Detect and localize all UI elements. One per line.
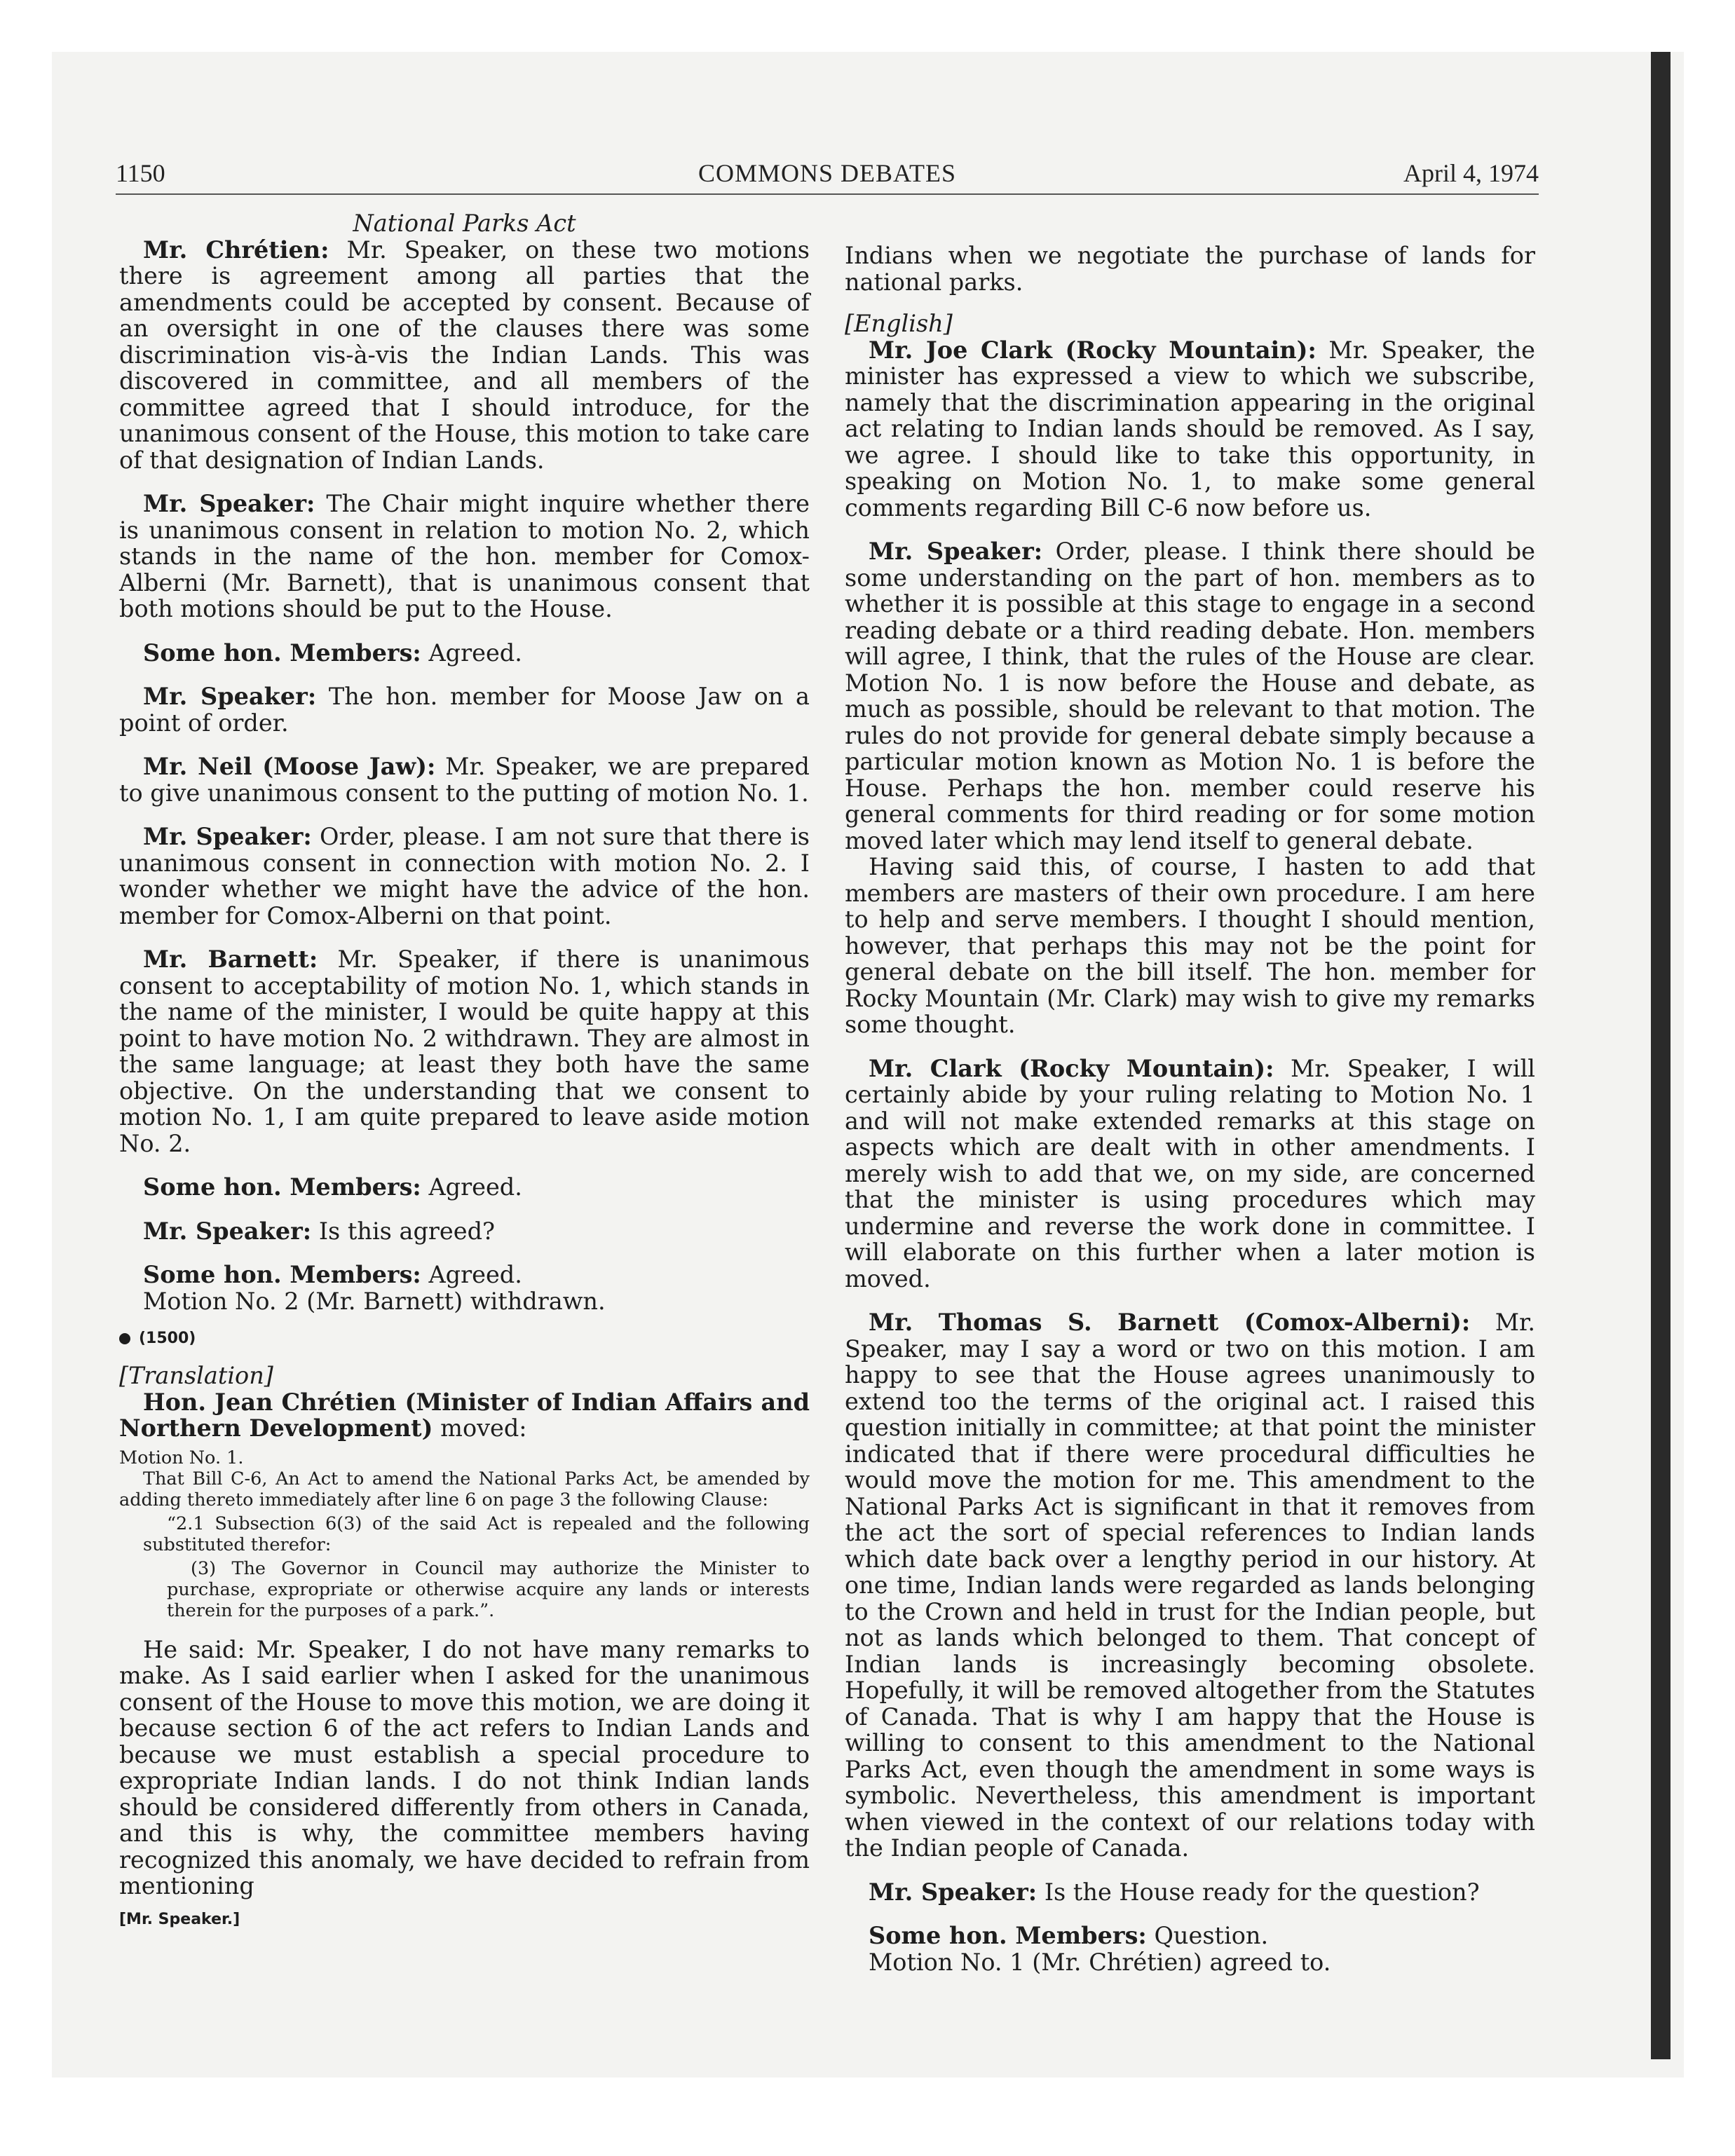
speech-text: Is this agreed?	[318, 1217, 495, 1245]
speaker-name: Some hon. Members:	[143, 639, 421, 667]
speech-text: Agreed.	[428, 639, 522, 667]
section-title: National Parks Act	[353, 210, 576, 237]
paragraph	[119, 753, 810, 806]
speaker-name: Mr. Speaker:	[143, 683, 317, 710]
paragraph	[119, 640, 810, 667]
speaker-name: Mr. Neil (Moose Jaw):	[143, 753, 436, 780]
publication-title: COMMONS DEBATES	[698, 159, 957, 187]
speech-text: Is the House ready for the question?	[1044, 1878, 1480, 1906]
paragraph	[845, 337, 1535, 521]
right-column	[845, 243, 1535, 1975]
speaker-name: Mr. Chrétien:	[143, 236, 329, 264]
speaker-name: Some hon. Members:	[869, 1922, 1147, 1949]
speech-text: Order, please. I think there should be some understanding on the part of hon. members as to whether it is possible at this stage to engage in a second reading debate or a third reading debate. Hon. members will agree, I think, that the rules of the House are clear. Motion No. 1 is now before the House and debate, as much as possible, should be relevant to that motion. The rules do not provide for general debate simply because a particular motion known as Motion No. 1 is before the House. Perhaps the hon. member could reserve his general comments for third reading or for some motion moved later which may lend itself to general debate.	[845, 538, 1535, 854]
motion-number: Motion No. 1.	[119, 1447, 244, 1468]
speech-text: Mr. Speaker, the minister has expressed a view to which we subscribe, namely that the discrimination appearing in the original act relating to Indian lands should be removed. As I say, we agree. I should like to take this opportunity, in speaking on Motion No. 1, to make some general comments regarding Bill C-6 now before us.	[845, 336, 1535, 521]
speech-text: Question.	[1154, 1922, 1269, 1949]
paragraph: Motion No. 2 (Mr. Barnett) withdrawn.	[143, 1287, 606, 1315]
paragraph	[119, 946, 810, 1157]
paragraph	[845, 1879, 1535, 1906]
speech-text: The Chair might inquire whether there is unanimous consent in relation to motion No. 2, which stands in the name of the hon. member for Comox-Alberni (Mr. Barnett), that is unanimous consent that both motions should be put to the House.	[119, 490, 810, 622]
speech-text: Mr. Speaker, we are prepared to give unanimous consent to the putting of motion No. 1.	[119, 753, 810, 807]
speech-text: Mr. Speaker, may I say a word or two on this motion. I am happy to see that the House agrees unanimously to extend too the terms of the original act. I raised this question initially in committee; at that point the minister indicated that if there were procedural difficulties he would move the motion for me. This amendment to the National Parks Act is significant in that it removes from the act the sort of special references to Indian lands which date back over a lengthy period in our history. At one time, Indian lands were regarded as lands belonging to the Crown and held in trust for the Indian people, but not as lands which belonged to them. That concept of Indian lands is increasingly becoming obsolete. Hopefully, it will be removed altogether from the Statutes of Canada. That is why I am happy that the House is willing to consent to this amendment to the National Parks Act, even though the amendment in some ways is symbolic. Nevertheless, this amendment is important when viewed in the context of our relations today with the Indian people of Canada.	[845, 1309, 1535, 1862]
speech-text: Mr. Speaker, I will certainly abide by your ruling relating to Motion No. 1 and will not make extended remarks at this stage on aspects which are dealt with in other amendments. I merely wish to add that we, on my side, are concerned that the minister is using procedures which may undermine and reverse the work done in committee. I will elaborate on this further when a later motion is moved.	[845, 1054, 1535, 1292]
speaker-name: Mr. Speaker:	[869, 538, 1043, 565]
motion-quote: (3) The Governor in Council may authorize the Minister to purchase, expropriate or otherwise acquire any lands or interests therein for the purposes of a park.”.	[167, 1557, 810, 1621]
paragraph	[119, 683, 810, 736]
paragraph	[845, 538, 1535, 854]
speaker-name: Mr. Barnett:	[143, 946, 318, 973]
paragraph	[845, 1056, 1535, 1292]
speech-text: The hon. member for Moose Jaw on a point of order.	[119, 683, 810, 737]
paragraph	[119, 1218, 810, 1245]
translation-tag: [Translation]	[119, 1362, 273, 1389]
speaker-name: Mr. Speaker:	[143, 1217, 312, 1245]
paragraph	[119, 237, 810, 474]
speaker-name: Mr. Speaker:	[143, 490, 315, 517]
speaker-name: Mr. Thomas S. Barnett (Comox-Alberni):	[869, 1309, 1471, 1336]
page-edge-shadow	[1651, 52, 1671, 2059]
motion-quote: “2.1 Subsection 6(3) of the said Act is repealed and the following substituted therefor:	[143, 1513, 810, 1555]
speaker-name: Mr. Clark (Rocky Mountain):	[869, 1054, 1274, 1082]
speaker-name: Hon. Jean Chrétien (Minister of Indian Affairs and Northern Development)	[119, 1388, 810, 1442]
speaker-name: Mr. Joe Clark (Rocky Mountain):	[869, 336, 1316, 364]
speaker-name: Mr. Speaker:	[143, 823, 312, 850]
speech-text: Mr. Speaker, on these two motions there is agreement among all parties that the amendments could be accepted by consent. Because of an oversight in one of the clauses there was some discrimination vis-à-vis the Indian Lands. This was discovered in committee, and all members of the committee agreed that I should introduce, for the unanimous consent of the House, this motion to take care of that designation of Indian Lands.	[119, 236, 810, 474]
page-header	[116, 158, 1539, 195]
left-column	[119, 210, 810, 1928]
motion-text: That Bill C-6, An Act to amend the National Parks Act, be amended by adding thereto immediately after line 6 on page 3 the following Clause:	[119, 1468, 810, 1510]
page-number: 1150	[116, 159, 165, 187]
speech-text: Mr. Speaker, if there is unanimous consent to acceptability of motion No. 1, which stands in the name of the minister, I would be quite happy at this point to have motion No. 2 withdrawn. They are almost in the same language; at least they both have the same objective. On the understanding that we consent to motion No. 1, I am quite prepared to leave aside motion No. 2.	[119, 946, 810, 1157]
time-marker	[119, 1330, 810, 1347]
paragraph: Motion No. 1 (Mr. Chrétien) agreed to.	[869, 1948, 1331, 1976]
speech-text: Agreed.	[428, 1173, 522, 1201]
paragraph	[119, 491, 810, 622]
paragraph	[119, 1389, 810, 1442]
continuation-tag: [Mr. Speaker.]	[119, 1910, 240, 1928]
speaker-name: Mr. Speaker:	[869, 1878, 1037, 1906]
time-marker-text: (1500)	[139, 1330, 196, 1347]
issue-date: April 4, 1974	[1403, 159, 1539, 187]
bullet-icon	[119, 1333, 130, 1344]
speech-text: Agreed.	[428, 1261, 522, 1288]
paragraph: Indians when we negotiate the purchase of lands for national parks.	[845, 242, 1535, 296]
english-tag: [English]	[845, 310, 953, 337]
speech-text: moved:	[440, 1414, 527, 1442]
paragraph: Having said this, of course, I hasten to add that members are masters of their own procedure. I am here to help and serve members. I thought I should mention, however, that perhaps this may not be the point for general debate on the bill itself. The hon. member for Rocky Mountain (Mr. Clark) may wish to give my remarks some thought.	[845, 853, 1535, 1038]
paragraph	[119, 1262, 810, 1288]
speech-text: Order, please. I am not sure that there is unanimous consent in connection with motion No. 2. I wonder whether we might have the advice of the hon. member for Comox-Alberni on that point.	[119, 823, 810, 929]
speaker-name: Some hon. Members:	[143, 1173, 421, 1201]
paragraph	[119, 1174, 810, 1201]
paragraph	[845, 1923, 1535, 1949]
paragraph	[119, 824, 810, 929]
paragraph: He said: Mr. Speaker, I do not have many remarks to make. As I said earlier when I asked for the unanimous consent of the House to move this motion, we are doing it because section 6 of the act refers to Indian Lands and because we must establish a special procedure to expropriate Indian lands. I do not think Indian lands should be considered differently from others in Canada, and this is why, the committee members having recognized this anomaly, we have decided to refrain from mentioning	[119, 1635, 810, 1899]
paragraph	[845, 1309, 1535, 1862]
speaker-name: Some hon. Members:	[143, 1261, 421, 1288]
